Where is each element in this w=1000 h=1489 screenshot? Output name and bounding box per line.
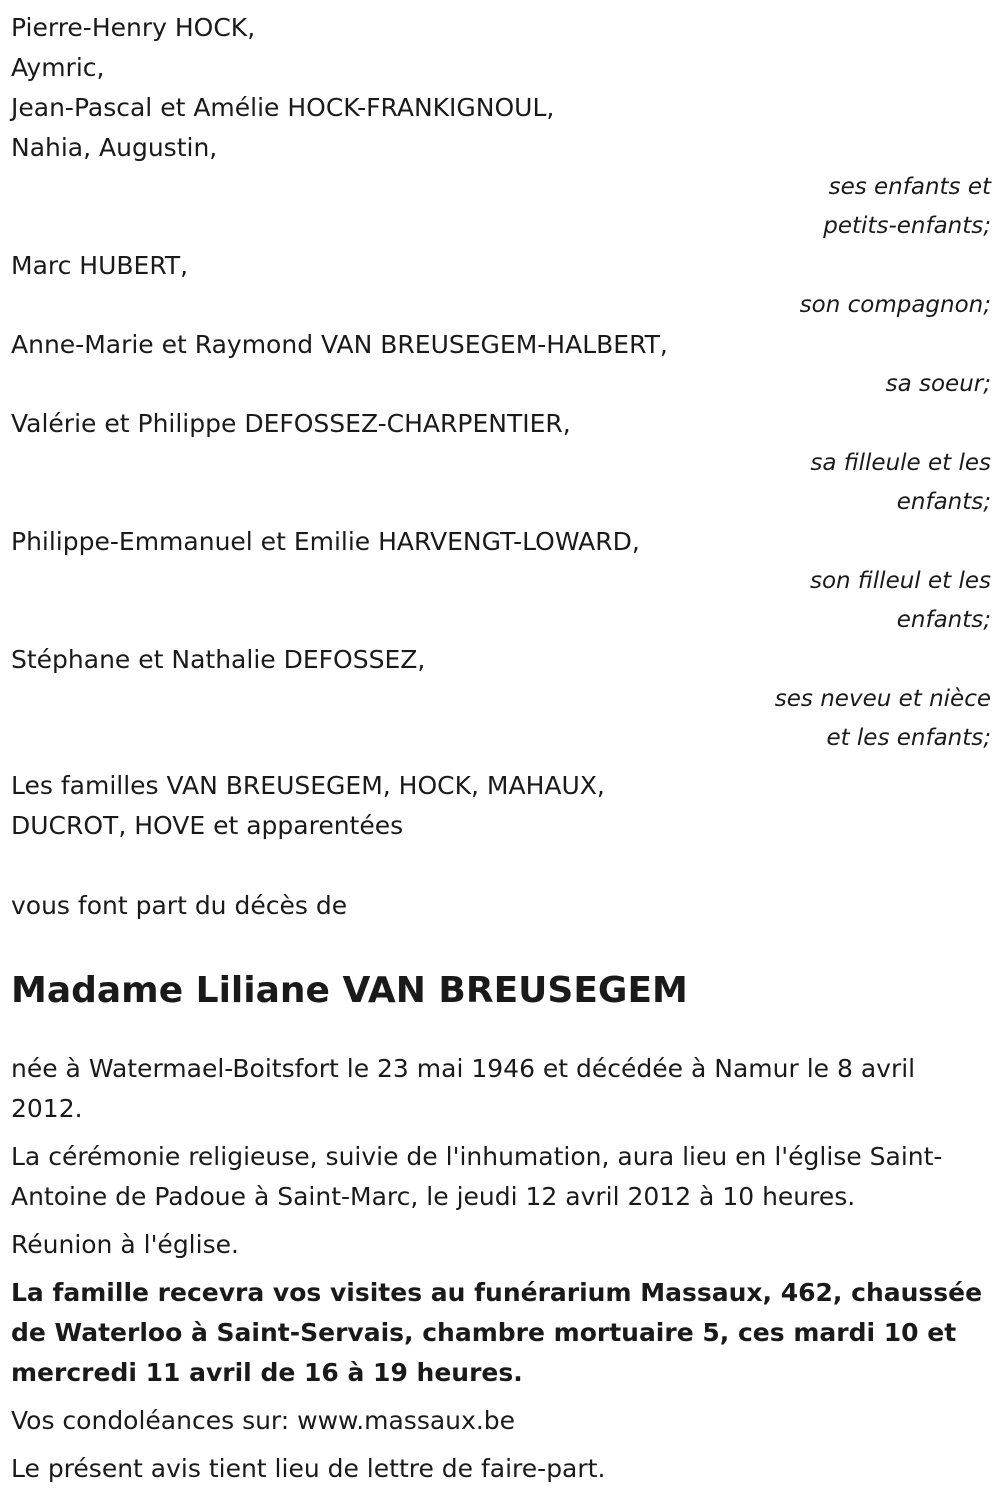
family-group	[11, 522, 991, 640]
relationship-label: ses neveu et nièce	[774, 686, 991, 712]
condolences-info: Vos condoléances sur: www.massaux.be	[11, 1406, 516, 1435]
family-line: Aymric,	[11, 53, 105, 82]
visits-info: La famille recevra vos visites au funérarium Massaux, 462, chaussée de Waterloo à Saint-Servais, chambre mortuaire 5, ces mardi 10 et mercredi 11 avril de 16 à 19 heures.	[11, 1278, 983, 1387]
family-line: Pierre-Henry HOCK,	[11, 13, 256, 42]
family-line: Valérie et Philippe DEFOSSEZ-CHARPENTIER,	[11, 409, 571, 438]
family-line: DUCROT, HOVE et apparentées	[11, 811, 404, 840]
relationship-label: ses enfants et	[828, 174, 991, 200]
relationship-label: petits-enfants;	[823, 213, 991, 239]
family-line: Anne-Marie et Raymond VAN BREUSEGEM-HALBERT,	[11, 330, 668, 359]
family-line: Nahia, Augustin,	[11, 133, 218, 162]
meeting-info: Réunion à l'église.	[11, 1230, 239, 1259]
relationship-label: sa filleule et les	[810, 450, 991, 476]
relationship-label: son filleul et les	[809, 568, 991, 594]
relationship-label: son compagnon;	[799, 292, 991, 318]
relationship-label: enfants;	[896, 607, 991, 633]
relationship-label: sa soeur;	[885, 371, 991, 397]
relationship-label: enfants;	[896, 489, 991, 515]
family-line: Jean-Pascal et Amélie HOCK-FRANKIGNOUL,	[11, 93, 555, 122]
family-group	[11, 246, 991, 325]
announcement-text: vous font part du décès de	[11, 891, 348, 920]
obituary-notice	[11, 8, 991, 1489]
closing-note: Le présent avis tient lieu de lettre de faire-part.	[11, 1454, 606, 1483]
family-line: Les familles VAN BREUSEGEM, HOCK, MAHAUX,	[11, 771, 605, 800]
family-line: Stéphane et Nathalie DEFOSSEZ,	[11, 645, 426, 674]
relationship-label: et les enfants;	[826, 725, 991, 751]
birth-death-info: née à Watermael-Boitsfort le 23 mai 1946 et décédée à Namur le 8 avril 2012.	[11, 1054, 916, 1123]
family-line: Marc HUBERT,	[11, 251, 189, 280]
family-group	[11, 325, 991, 404]
deceased-name: Madame Liliane VAN BREUSEGEM	[11, 970, 688, 1011]
family-line: Philippe-Emmanuel et Emilie HARVENGT-LOWARD,	[11, 527, 640, 556]
family-group	[11, 640, 991, 758]
family-group	[11, 404, 991, 522]
family-group	[11, 8, 991, 246]
other-families	[11, 766, 991, 846]
ceremony-info: La cérémonie religieuse, suivie de l'inhumation, aura lieu en l'église Saint-Antoine de Padoue à Saint-Marc, le jeudi 12 avril 2012 à 10 heures.	[11, 1142, 943, 1211]
